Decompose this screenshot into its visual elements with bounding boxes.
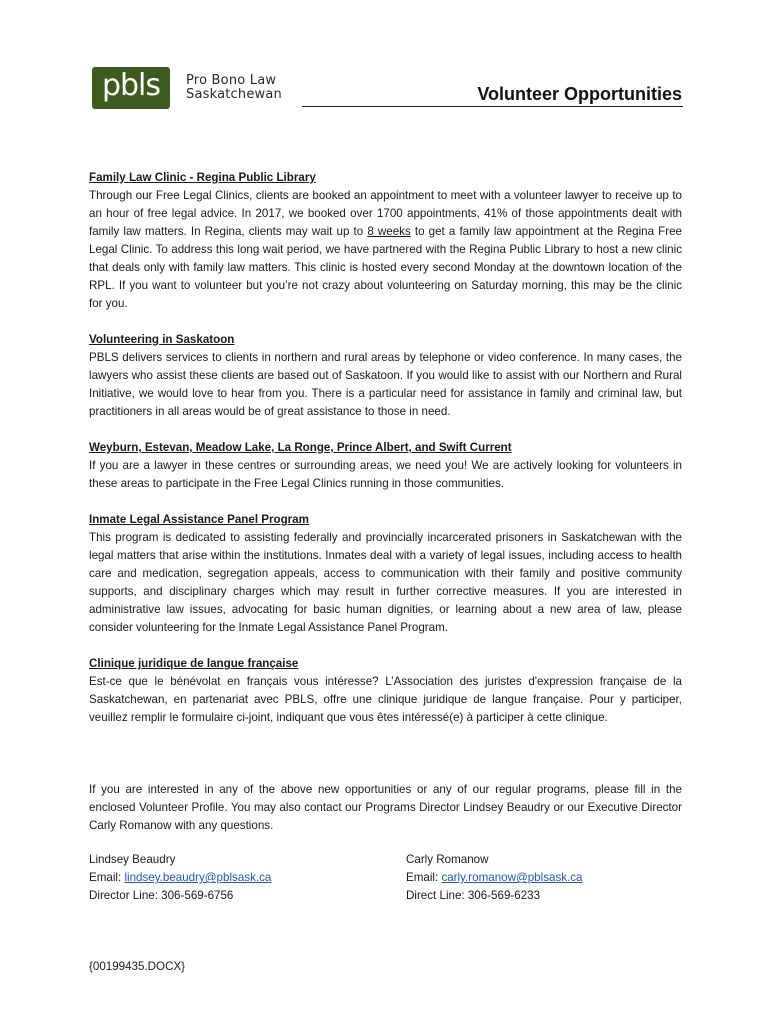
contact-name: Carly Romanow xyxy=(406,853,489,866)
section-family-law-clinic xyxy=(89,169,682,313)
section-body: Through our Free Legal Clinics, clients are booked an appointment to meet with a volunteer lawyer to receive up to an hour of free legal advice. In 2017, we booked over 1700 appointments, 41% of those appointments dealt with family law matters. In Regina, clients may wait up to 8 weeks to get a family law appointment at the Regina Free Legal Clinic. To address this long wait period, we have partnered with the Regina Public Library to host a new clinic that deals only with family law matters. This clinic is hosted every second Monday at the downtown location of the RPL. If you want to volunteer but you’re not crazy about volunteering on Saturday morning, this may be the clinic for you. xyxy=(89,189,683,310)
contact-phone: Director Line: 306-569-6756 xyxy=(89,889,234,902)
section-body: If you are a lawyer in these centres or surrounding areas, we need you! We are actively looking for volunteers in these areas to participate in the Free Legal Clinics running in those communities. xyxy=(89,459,682,490)
logo-wordmark: pbls xyxy=(101,68,161,103)
section-heading: Clinique juridique de langue française xyxy=(89,657,299,670)
section-saskatoon xyxy=(89,331,682,421)
contact-carly-romanow xyxy=(406,851,696,905)
contact-email-line: Email: lindsey.beaudry@pblsask.ca xyxy=(89,871,272,884)
closing-paragraph: If you are interested in any of the above new opportunities or any of our regular programs, please fill in the enclosed Volunteer Profile. You may also contact our Programs Director Lindsey Beaudry or our Executive Director Carly Romanow with any questions. xyxy=(89,783,682,832)
contact-lindsey-beaudry xyxy=(89,851,379,905)
email-link[interactable]: carly.romanow@pblsask.ca xyxy=(441,871,583,884)
section-body: This program is dedicated to assisting federally and provincially incarcerated prisoners in Saskatchewan with the legal matters that arise within the institutions. Inmates deal with a variety of legal issues, including access to health care and medication, segregation appeals, access to communication with their family and positive community supports, and disciplinary charges which may result in further corrective measures. If you are interested in administrative law issues, advocating for basic human dignities, or learning about a new area of law, please consider volunteering for the Inmate Legal Assistance Panel Program. xyxy=(89,531,682,634)
section-heading: Volunteering in Saskatoon xyxy=(89,333,235,346)
main-content xyxy=(89,169,682,911)
emphasis-wait-time: 8 weeks xyxy=(367,225,411,238)
contact-phone: Direct Line: 306-569-6233 xyxy=(406,889,541,902)
org-name-line2: Saskatchewan xyxy=(186,87,282,102)
section-regional-centres xyxy=(89,439,682,493)
org-name-line1: Pro Bono Law xyxy=(186,73,277,88)
contact-email-line: Email: carly.romanow@pblsask.ca xyxy=(406,871,583,884)
section-body: Est-ce que le bénévolat en français vous intéresse? L’Association des juristes d'expression française de la Saskatchewan, en partenariat avec PBLS, offre une clinique juridique de langue française. Pour y participer, veuillez remplir le formulaire ci-joint, indiquant que vous êtes intéressé(e) à participer à cette clinique. xyxy=(89,675,682,724)
section-body: PBLS delivers services to clients in northern and rural areas by telephone or video conference. In many cases, the lawyers who assist these clients are based out of Saskatoon. If you would like to assist with our Northern and Rural Initiative, we would love to hear from you. There is a particular need for assistance in family and criminal law, but practitioners in all areas would be of great assistance to those in need. xyxy=(89,351,682,418)
page-title: Volunteer Opportunities xyxy=(477,84,682,104)
pbls-logo xyxy=(92,67,170,109)
email-link[interactable]: lindsey.beaudry@pblsask.ca xyxy=(124,871,272,884)
section-french-clinic xyxy=(89,655,682,727)
spacer xyxy=(89,745,682,781)
contact-name: Lindsey Beaudry xyxy=(89,853,176,866)
section-heading: Weyburn, Estevan, Meadow Lake, La Ronge, Prince Albert, and Swift Current xyxy=(89,441,512,454)
document-reference: {00199435.DOCX} xyxy=(89,960,186,973)
header-divider xyxy=(302,106,683,107)
section-heading: Inmate Legal Assistance Panel Program xyxy=(89,513,309,526)
contacts-block xyxy=(89,851,682,911)
section-heading: Family Law Clinic - Regina Public Library xyxy=(89,171,316,184)
org-name xyxy=(186,74,282,102)
section-inmate-legal-assistance xyxy=(89,511,682,637)
